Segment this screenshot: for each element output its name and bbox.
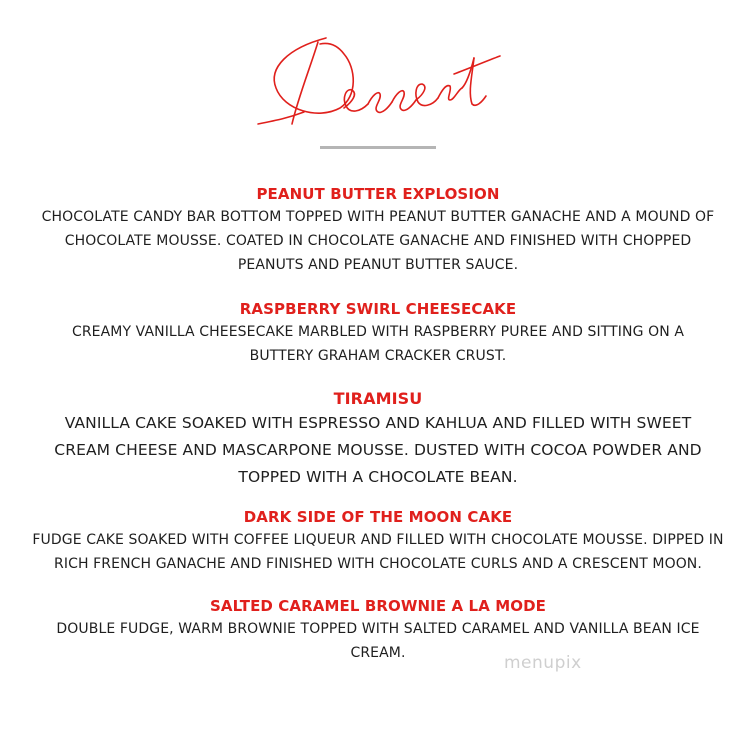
item-name: DARK SIDE OF THE MOON CAKE — [243, 508, 513, 526]
item-description: CHOCOLATE CANDY BAR BOTTOM TOPPED WITH PEANUT BUTTER GANACHE AND A MOUND OF CHOCOLATE MOUSSE. COATED IN CHOCOLATE GANACHE AND FINISHED WITH CHOPPED PEANUTS AND PEANUT BUTTER SAUCE. — [41, 209, 715, 273]
item-description: CREAMY VANILLA CHEESECAKE MARBLED WITH RASPBERRY PUREE AND SITTING ON A BUTTERY GRAHAM CRACKER CRUST. — [71, 324, 685, 364]
menu-item-peanut-butter-explosion — [30, 183, 726, 277]
dessert-script-title — [248, 28, 508, 138]
item-description: FUDGE CAKE SOAKED WITH COFFEE LIQUEUR AND FILLED WITH CHOCOLATE MOUSSE. DIPPED IN RICH FRENCH GANACHE AND FINISHED WITH CHOCOLATE CURLS AND A CRESCENT MOON. — [32, 532, 724, 572]
title-divider — [320, 146, 436, 149]
menu-item-dark-side-of-the-moon-cake — [30, 506, 726, 576]
item-name: SALTED CARAMEL BROWNIE A LA MODE — [209, 597, 547, 615]
item-description: DOUBLE FUDGE, WARM BROWNIE TOPPED WITH SALTED CARAMEL AND VANILLA BEAN ICE CREAM. — [56, 621, 700, 661]
menu-title — [0, 28, 756, 138]
menu-item-tiramisu — [30, 388, 726, 491]
menu-item-salted-caramel-brownie — [30, 595, 726, 665]
watermark-text: menupix — [504, 653, 582, 673]
menu-item-raspberry-swirl-cheesecake — [30, 298, 726, 368]
item-description: VANILLA CAKE SOAKED WITH ESPRESSO AND KAHLUA AND FILLED WITH SWEET CREAM CHEESE AND MASCARPONE MOUSSE. DUSTED WITH COCOA POWDER AND TOPPED WITH A CHOCOLATE BEAN. — [54, 414, 702, 486]
item-name: PEANUT BUTTER EXPLOSION — [256, 185, 500, 203]
dessert-list — [30, 183, 726, 665]
item-name: TIRAMISU — [333, 389, 423, 408]
item-name: RASPBERRY SWIRL CHEESECAKE — [239, 300, 517, 318]
